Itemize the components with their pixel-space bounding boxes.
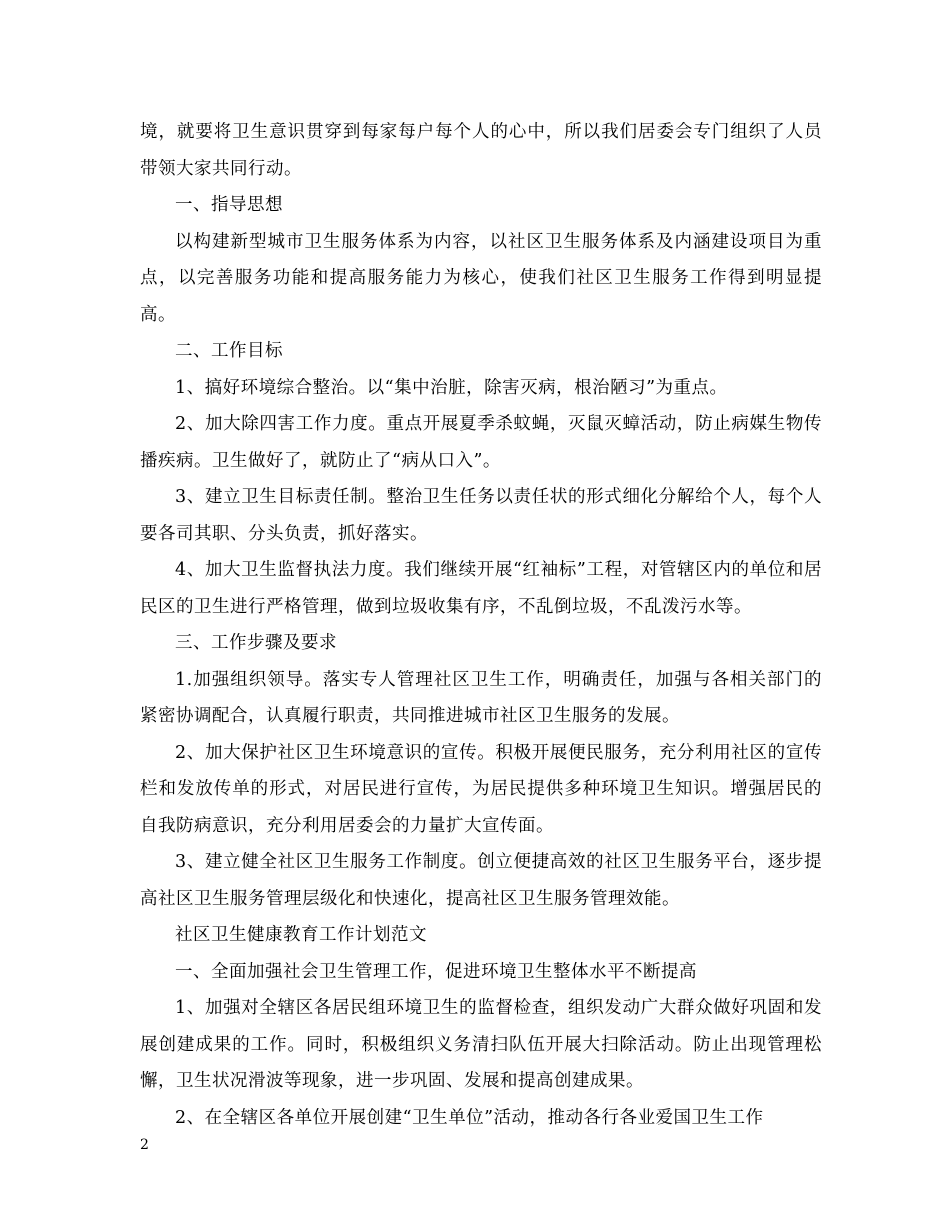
list-item: 2、在全辖区各单位开展创建“卫生单位”活动，推动各行各业爱国卫生工作 (175, 1107, 764, 1128)
list-item: 1、搞好环境综合整治。以“集中治脏，除害灭病，根治陋习”为重点。 (175, 377, 728, 398)
list-item: 3、建立健全社区卫生服务工作制度。创立便捷高效的社区卫生服务平台，逐步提高社区卫生服务管理层级化和快速化，提高社区卫生服务管理效能。 (140, 852, 822, 909)
section-heading: 一、全面加强社会卫生管理工作，促进环境卫生整体水平不断提高 (175, 961, 697, 982)
paragraph: 境，就要将卫生意识贯穿到每家每户每个人的心中，所以我们居委会专门组织了人员带领大家共同行动。 (140, 122, 822, 179)
page-number: 2 (140, 1137, 149, 1153)
list-item: 1、加强对全辖区各居民组环境卫生的监督检查，组织发动广大群众做好巩固和发展创建成果的工作。同时，积极组织义务清扫队伍开展大扫除活动。防止出现管理松懈，卫生状况滑波等现象，进一步巩固、发展和提高创建成果。 (140, 998, 822, 1091)
document-body (140, 114, 822, 1136)
section-heading: 一、指导思想 (175, 195, 283, 215)
document-subtitle: 社区卫生健康教育工作计划范文 (175, 925, 427, 945)
list-item: 1.加强组织领导。落实专人管理社区卫生工作，明确责任，加强与各相关部门的紧密协调配合，认真履行职责，共同推进城市社区卫生服务的发展。 (140, 669, 822, 726)
list-item: 3、建立卫生目标责任制。整治卫生任务以责任状的形式细化分解给个人，每个人要各司其职、分头负责，抓好落实。 (140, 487, 822, 544)
paragraph: 以构建新型城市卫生服务体系为内容，以社区卫生服务体系及内涵建设项目为重点，以完善服务功能和提高服务能力为核心，使我们社区卫生服务工作得到明显提高。 (140, 231, 822, 325)
list-item: 4、加大卫生监督执法力度。我们继续开展“红袖标”工程，对管辖区内的单位和居民区的卫生进行严格管理，做到垃圾收集有序，不乱倒垃圾，不乱泼污水等。 (140, 560, 822, 617)
section-heading: 二、工作目标 (175, 341, 283, 361)
section-heading: 三、工作步骤及要求 (175, 633, 337, 653)
list-item: 2、加大除四害工作力度。重点开展夏季杀蚊蝇，灭鼠灭蟑活动，防止病媒生物传播疾病。卫生做好了，就防止了“病从口入”。 (140, 414, 822, 471)
list-item: 2、加大保护社区卫生环境意识的宣传。积极开展便民服务，充分利用社区的宣传栏和发放传单的形式，对居民进行宣传，为居民提供多种环境卫生知识。增强居民的自我防病意识，充分利用居委会的力量扩大宣传面。 (140, 742, 822, 836)
